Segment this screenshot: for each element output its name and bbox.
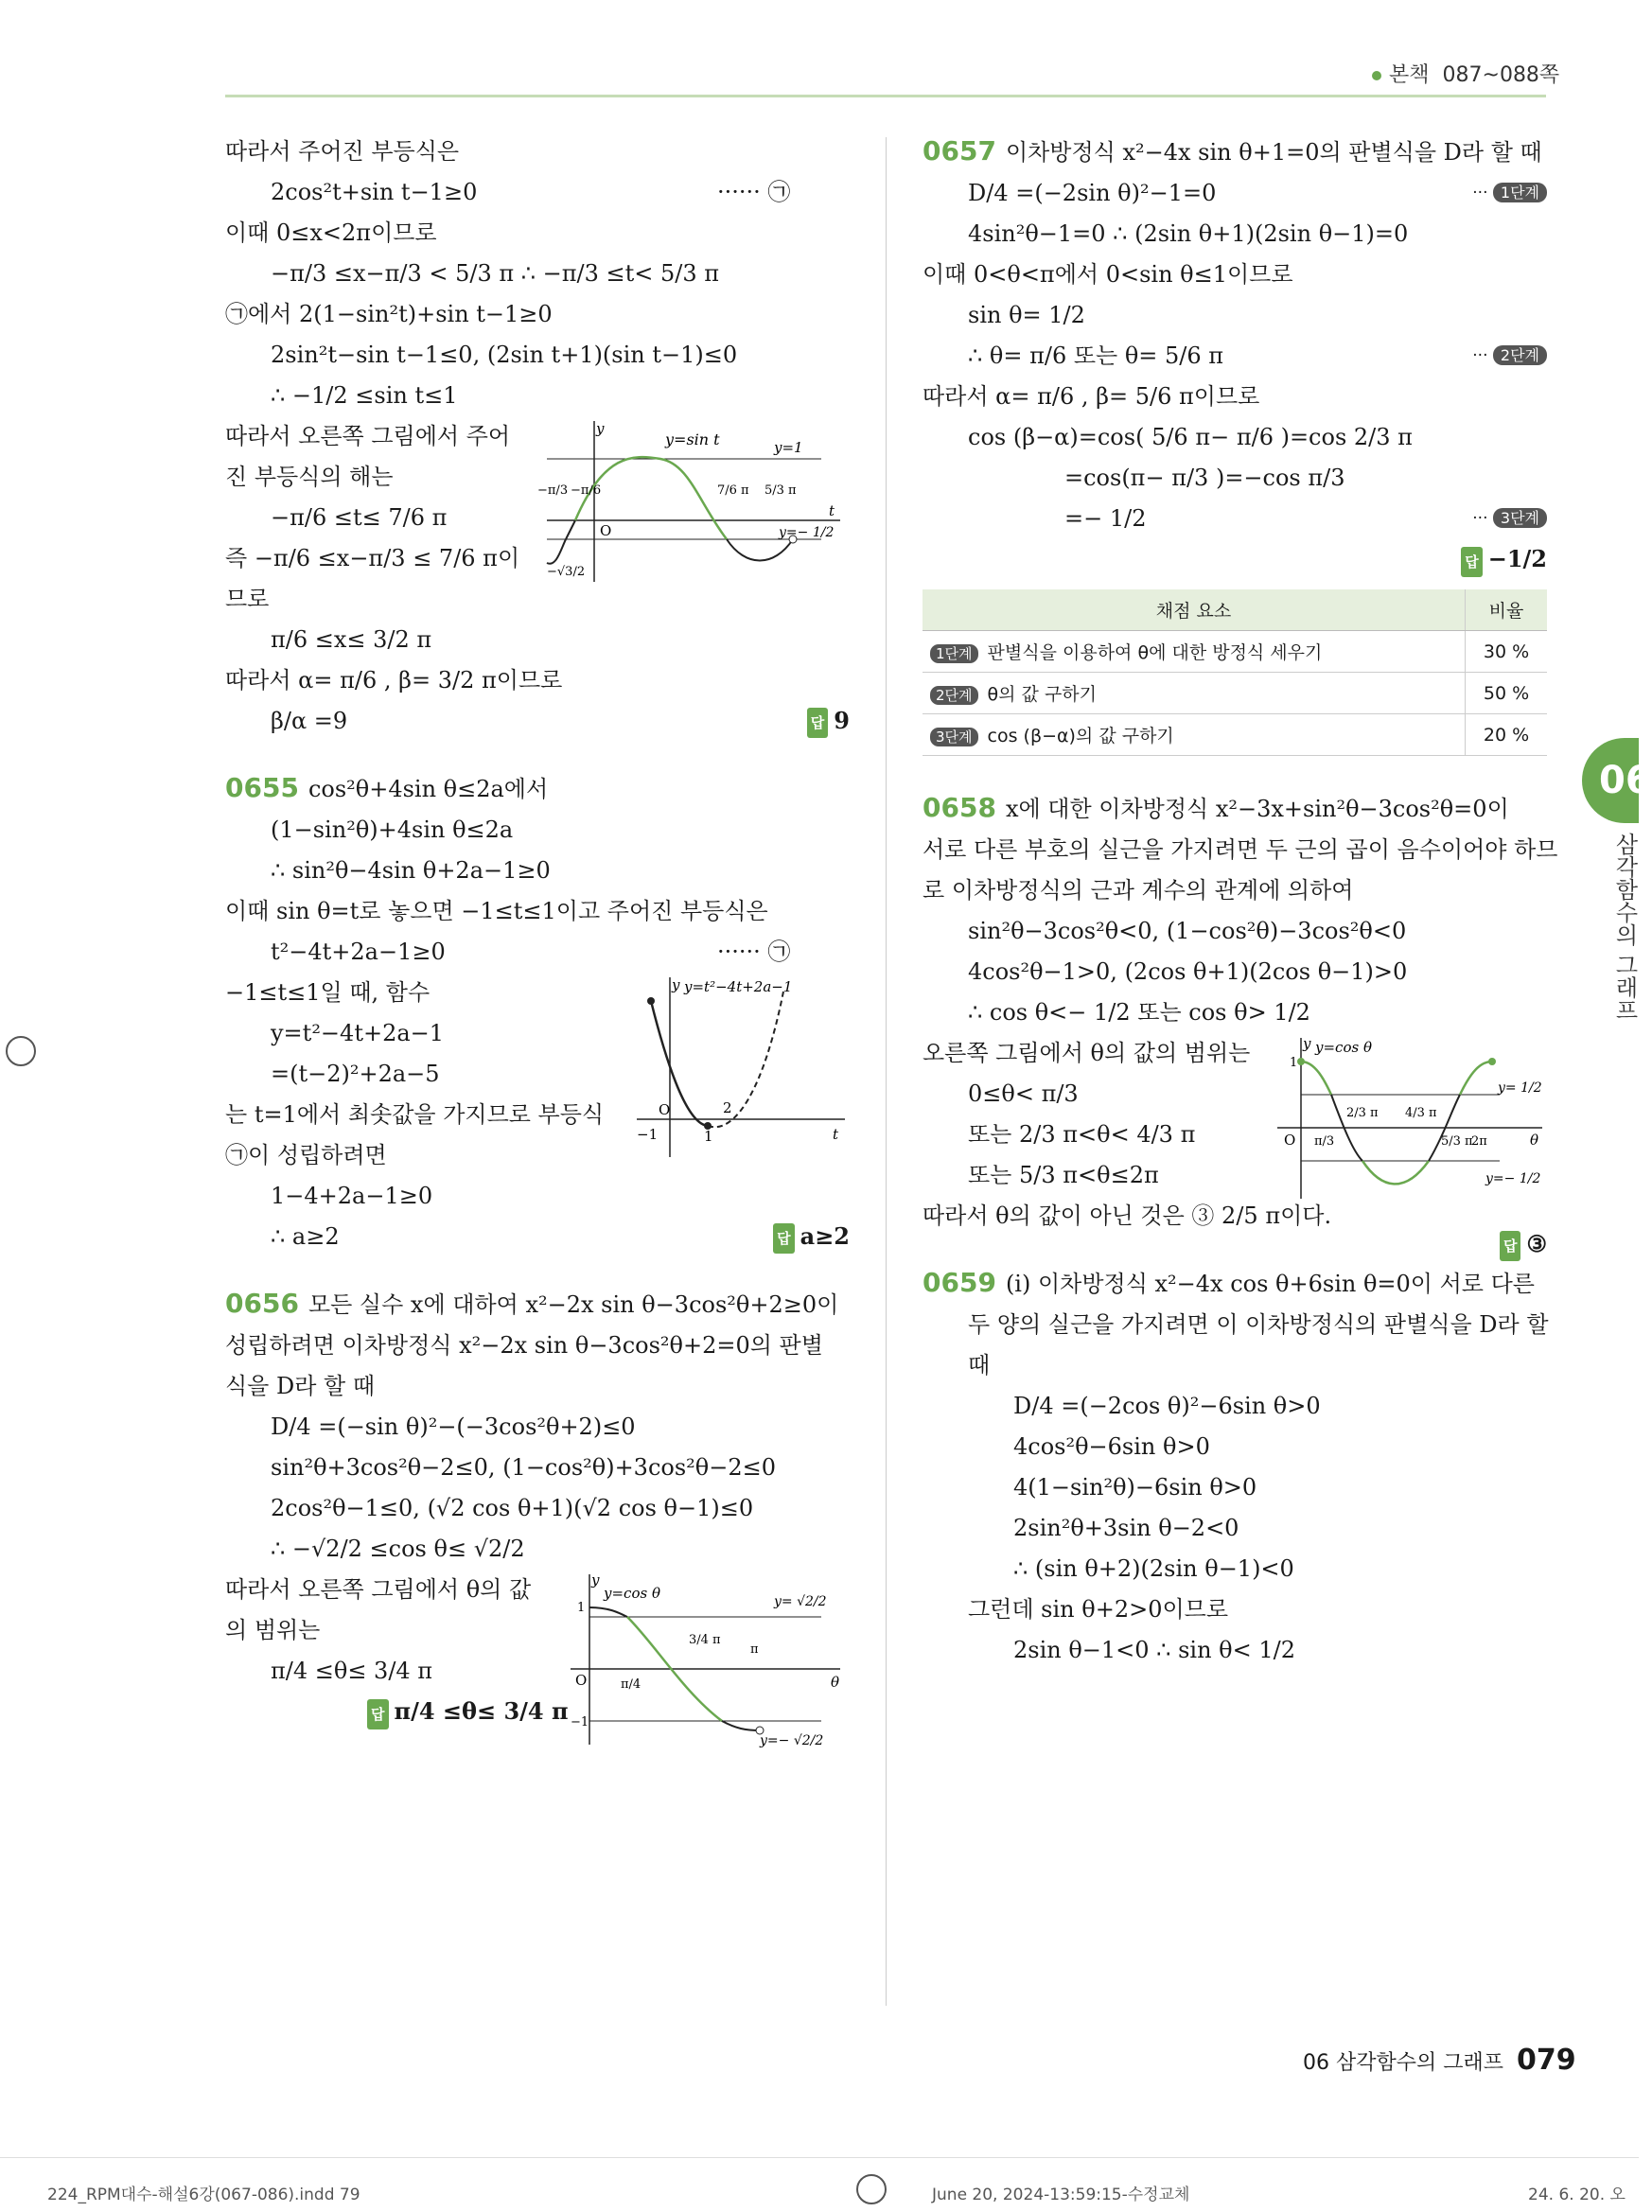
graph-tick: 2/3 π: [1346, 1106, 1379, 1120]
text-line: −1≤t≤1일 때, 함수: [225, 979, 431, 1006]
text-line: 두 양의 실근을 가지려면 이 이차방정식의 판별식을 D라 할: [968, 1311, 1549, 1338]
equation-line: 0≤θ< π/3: [968, 1080, 1079, 1107]
answer: 답 ③: [1500, 1230, 1547, 1261]
problem-0655: 0655 cos²θ+4sin θ≤2a에서: [225, 772, 549, 803]
table-row: 1단계 판별식을 이용하여 θ에 대한 방정식 세우기 30 %: [923, 631, 1547, 673]
graph-curve-label: y=sin t: [665, 430, 720, 448]
graph-tick: 1: [577, 1601, 586, 1615]
equation-line: 또는 5/3 π<θ≤2π: [968, 1162, 1159, 1188]
chapter-label: 삼각함수의 그래프: [1611, 833, 1638, 1022]
equation-line: D/4 =(−2cos θ)²−6sin θ>0: [1013, 1393, 1321, 1419]
graph-origin: O: [659, 1101, 671, 1118]
text-line: ㉠이 성립하려면: [225, 1142, 387, 1168]
equation-line: 2sin θ−1<0 ∴ sin θ< 1/2: [1013, 1637, 1295, 1663]
slug-file: 224_RPM대수-해설6강(067-086).indd 79: [47, 2186, 360, 2204]
header-pages: 087~088쪽: [1442, 63, 1560, 87]
graph-tick: 7/6 π: [717, 483, 749, 498]
problem-0657: 0657 이차방정식 x²−4x sin θ+1=0의 판별식을 D라 할 때: [923, 135, 1542, 167]
graph-origin: O: [1284, 1132, 1296, 1149]
text-line: 따라서 주어진 부등식은: [225, 138, 460, 165]
graph-axis-y: y: [596, 420, 605, 437]
registration-mark-icon: [6, 1036, 36, 1066]
page-footer: [1303, 2044, 1576, 2077]
graph-line-label: y=1: [774, 439, 803, 456]
graph-curve-label: y=cos θ: [1315, 1039, 1372, 1056]
graph-origin: O: [575, 1672, 588, 1689]
table-header: 비율: [1466, 589, 1548, 631]
equation-line: sin²θ−3cos²θ<0, (1−cos²θ)−3cos²θ<0: [968, 918, 1407, 944]
table-row: 3단계 cos (β−α)의 값 구하기 20 %: [923, 714, 1547, 756]
graph-curve-label: y=cos θ: [604, 1585, 660, 1602]
text-line: 그런데 sin θ+2>0이므로: [968, 1596, 1229, 1623]
graph-tick: 4/3 π: [1405, 1106, 1437, 1120]
text-line: 식을 D라 할 때: [225, 1373, 376, 1399]
text-line: 따라서 α= π/6 , β= 5/6 π이므로: [923, 383, 1260, 410]
footer-chapter: 06 삼각함수의 그래프: [1303, 2051, 1503, 2075]
header-rule: [225, 95, 1546, 97]
text-line: 성립하려면 이차방정식 x²−2x sin θ−3cos²θ+2=0의 판별: [225, 1332, 823, 1359]
graph-tick: 3/4 π: [689, 1633, 721, 1647]
sine-graph: [537, 416, 850, 591]
text-line: 이때 sin θ=t로 놓으면 −1≤t≤1이고 주어진 부등식은: [225, 898, 768, 924]
registration-mark-icon: [856, 2174, 887, 2204]
graph-axis-y: y: [1303, 1035, 1311, 1052]
slug-date: June 20, 2024-13:59:15-수정교체: [932, 2186, 1190, 2204]
equation-line: y=t²−4t+2a−1: [271, 1020, 445, 1046]
step-badge: 2단계: [1493, 345, 1547, 365]
graph-origin: O: [600, 522, 612, 539]
answer: 답 a≥2: [773, 1222, 850, 1254]
page-number: 079: [1517, 2044, 1576, 2077]
table-row: 2단계 θ의 값 구하기 50 %: [923, 673, 1547, 714]
equation-line: ∴ −1/2 ≤sin t≤1: [271, 382, 458, 409]
graph-tick: 1: [704, 1128, 713, 1145]
problem-0656: 0656 모든 실수 x에 대하여 x²−2x sin θ−3cos²θ+2≥0이: [225, 1288, 839, 1319]
text-line: 의 범위는: [225, 1617, 321, 1643]
equation-line: 2cos²θ−1≤0, (√2 cos θ+1)(√2 cos θ−1)≤0: [271, 1495, 754, 1521]
equation-line: 4(1−sin²θ)−6sin θ>0: [1013, 1474, 1257, 1501]
graph-axis-y: y: [672, 976, 680, 993]
graph-curve-label: y=t²−4t+2a−1: [684, 978, 793, 995]
text-line: 따라서 α= π/6 , β= 3/2 π이므로: [225, 667, 563, 693]
equation-line: =− 1/2 ··· 3단계: [923, 504, 1547, 533]
equation-line: ∴ cos θ<− 1/2 또는 cos θ> 1/2: [968, 999, 1310, 1026]
equation-line: ∴ (sin θ+2)(2sin θ−1)<0: [1013, 1555, 1294, 1582]
column-divider: [886, 137, 887, 2006]
page-header: [1372, 59, 1559, 88]
answer: 답 −1/2: [923, 545, 1547, 577]
problem-0658: 0658 x에 대한 이차방정식 x²−3x+sin²θ−3cos²θ=0이: [923, 792, 1509, 823]
equation-line: 2sin²θ+3sin θ−2<0: [1013, 1515, 1239, 1541]
equation-line: =(t−2)²+2a−5: [271, 1061, 440, 1087]
header-book: 본책: [1389, 63, 1430, 87]
equation-line: D/4 =(−2sin θ)²−1=0 ··· 1단계: [923, 179, 1547, 207]
graph-tick: π/4: [621, 1677, 641, 1692]
equation-line: 2sin²t−sin t−1≤0, (2sin t+1)(sin t−1)≤0: [271, 342, 738, 368]
graph-tick: 2π: [1471, 1134, 1487, 1149]
right-column: [923, 135, 1558, 1677]
text-line: 로 이차방정식의 근과 계수의 관계에 의하여: [923, 877, 1354, 904]
table-header: 채점 요소: [923, 589, 1466, 631]
answer: 답 π/4 ≤θ≤ 3/4 π: [225, 1697, 850, 1729]
equation-line: ∴ θ= π/6 또는 θ= 5/6 π ··· 2단계: [923, 342, 1547, 370]
step-badge: 3단계: [1493, 508, 1547, 528]
equation-line: 또는 2/3 π<θ< 4/3 π: [968, 1121, 1196, 1148]
bullet-icon: [1372, 71, 1381, 80]
equation-line: =cos(π− π/3 )=−cos π/3: [1064, 465, 1345, 491]
graph-tick: −π/6: [571, 483, 602, 498]
chapter-tab: 06: [1582, 738, 1639, 823]
graph-line-label: y= √2/2: [774, 1594, 827, 1609]
text-line: 이때 0<θ<π에서 0<sin θ≤1이므로: [923, 261, 1293, 288]
graph-tick: 2: [723, 1099, 732, 1116]
slug-rule: [0, 2157, 1639, 2158]
equation-line: D/4 =(−sin θ)²−(−3cos²θ+2)≤0: [271, 1413, 636, 1440]
graph-line-label: y=− 1/2: [1485, 1171, 1541, 1186]
graph-tick: −π/3: [537, 483, 569, 498]
graph-axis-y: y: [591, 1571, 600, 1589]
equation-line: 1−4+2a−1≥0: [271, 1183, 433, 1209]
graph-tick: −1: [637, 1126, 659, 1143]
text-line: 진 부등식의 해는: [225, 464, 394, 490]
problem-0659: 0659 (i) 이차방정식 x²−4x cos θ+6sin θ=0이 서로 다른: [923, 1267, 1535, 1298]
equation-line: t²−4t+2a−1≥0 ······ ㉠: [271, 939, 791, 965]
graph-tick: −√3/2: [547, 565, 586, 579]
equation-line: π/6 ≤x≤ 3/2 π: [271, 626, 432, 653]
graph-axis-x: t: [829, 502, 835, 519]
text-line: 따라서 θ의 값이 아닌 것은 ③ 2/5 π이다. 답 ③: [923, 1202, 1547, 1230]
text-line: 즉 −π/6 ≤x−π/3 ≤ 7/6 π이: [225, 545, 520, 571]
equation-line: ∴ sin²θ−4sin θ+2a−1≥0: [271, 857, 551, 884]
graph-tick: π/3: [1314, 1134, 1335, 1149]
graph-axis-x: θ: [831, 1674, 840, 1691]
graph-tick: π: [750, 1642, 759, 1657]
graph-line-label: y=− 1/2: [779, 525, 835, 540]
graph-axis-x: t: [833, 1126, 839, 1143]
scoring-table: [923, 589, 1547, 756]
left-column: [225, 137, 850, 1749]
equation-line: 4cos²θ−1>0, (2cos θ+1)(2cos θ−1)>0: [968, 958, 1408, 985]
graph-line-label: y=− √2/2: [760, 1733, 824, 1748]
equation-line: sin θ= 1/2: [968, 302, 1085, 328]
graph-tick: 5/3 π: [1441, 1134, 1473, 1149]
text-line: 므로: [225, 586, 270, 612]
equation-line: ∴ −√2/2 ≤cos θ≤ √2/2: [271, 1536, 525, 1562]
graph-line-label: y= 1/2: [1498, 1080, 1542, 1096]
equation-line: β/α =9 답 9: [225, 707, 850, 735]
graph-axis-x: θ: [1530, 1132, 1539, 1149]
slug-right: 24. 6. 20. 오: [1528, 2186, 1626, 2204]
equation-line: ∴ a≥2 답 a≥2: [225, 1222, 850, 1251]
equation-line: 2cos²t+sin t−1≥0 ······ ㉠: [271, 179, 791, 205]
equation-line: −π/6 ≤t≤ 7/6 π: [271, 504, 448, 531]
equation-line: (1−sin²θ)+4sin θ≤2a: [271, 816, 514, 843]
answer: 답 9: [807, 707, 850, 738]
equation-line: sin²θ+3cos²θ−2≤0, (1−cos²θ)+3cos²θ−2≤0: [271, 1454, 776, 1481]
text-line: 따라서 오른쪽 그림에서 θ의 값: [225, 1576, 532, 1603]
text-line: 따라서 오른쪽 그림에서 주어: [225, 423, 511, 449]
text-line: 때: [968, 1352, 991, 1378]
equation-line: π/4 ≤θ≤ 3/4 π: [271, 1658, 433, 1684]
cosine-range-graph: [1273, 1033, 1547, 1203]
equation-line: 4cos²θ−6sin θ>0: [1013, 1433, 1210, 1460]
text-line: 는 t=1에서 최솟값을 가지므로 부등식: [225, 1101, 605, 1128]
text-line: ㉠에서 2(1−sin²t)+sin t−1≥0: [225, 301, 553, 327]
equation-line: −π/3 ≤x−π/3 < 5/3 π ∴ −π/3 ≤t< 5/3 π: [271, 260, 720, 287]
equation-line: cos (β−α)=cos( 5/6 π− π/6 )=cos 2/3 π: [968, 424, 1413, 450]
cosine-graph: [566, 1570, 850, 1749]
graph-tick: −1: [571, 1715, 589, 1729]
equation-line: 4sin²θ−1=0 ∴ (2sin θ+1)(2sin θ−1)=0: [968, 220, 1409, 247]
graph-tick: 1: [1290, 1056, 1298, 1070]
parabola-graph: [632, 973, 850, 1162]
text-line: 오른쪽 그림에서 θ의 값의 범위는: [923, 1040, 1251, 1066]
step-badge: 1단계: [1493, 183, 1547, 202]
text-line: 이때 0≤x<2π이므로: [225, 219, 437, 246]
text-line: 서로 다른 부호의 실근을 가지려면 두 근의 곱이 음수이어야 하므: [923, 836, 1558, 863]
graph-tick: 5/3 π: [764, 483, 797, 498]
